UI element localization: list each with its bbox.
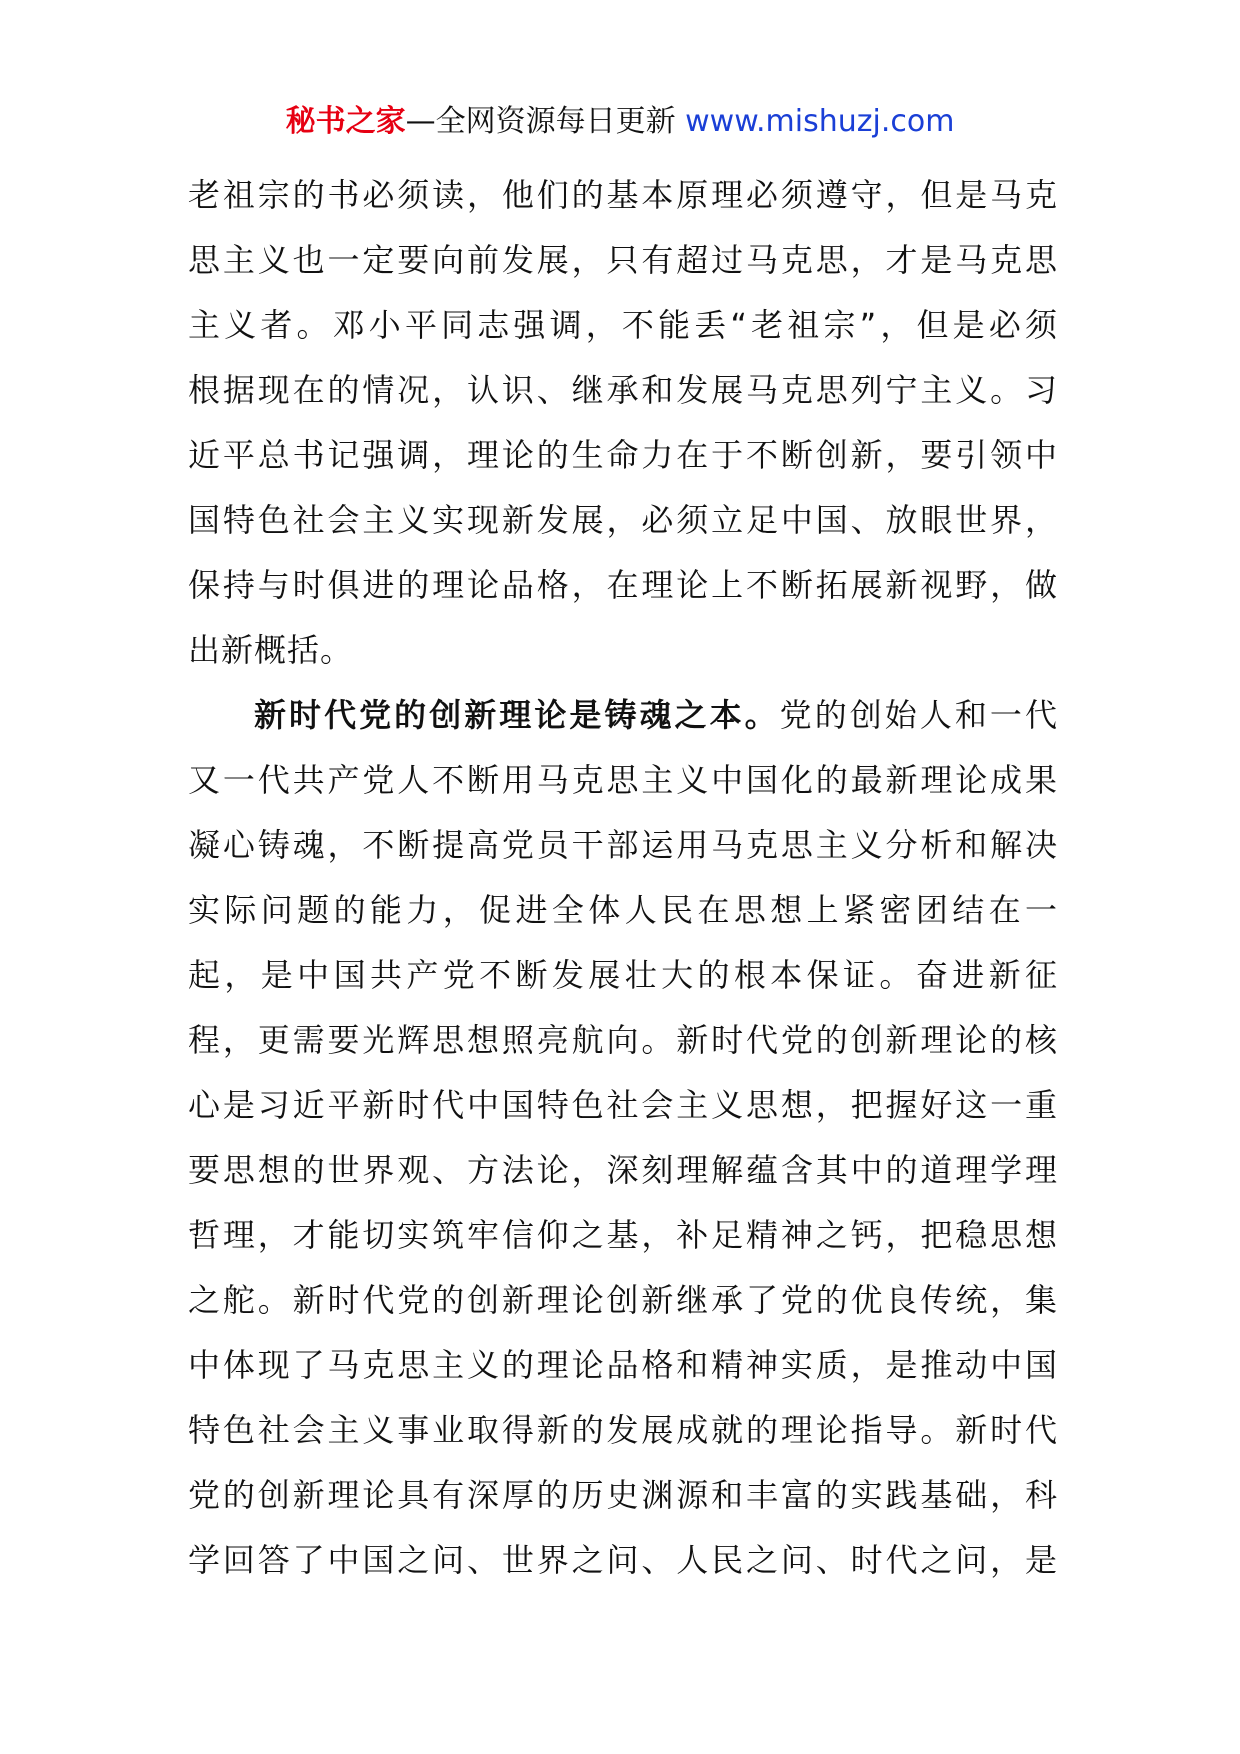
- paragraph-2: [188, 683, 1058, 1593]
- text-line: 近平总书记强调，理论的生命力在于不断创新，要引领中: [188, 436, 1058, 474]
- text-line: 起，是中国共产党不断发展壮大的根本保证。奋进新征: [188, 956, 1058, 994]
- text-line: 出新概括。: [188, 631, 354, 669]
- text-line: 程，更需要光辉思想照亮航向。新时代党的创新理论的核: [188, 1021, 1058, 1059]
- website-link[interactable]: www.mishuzj.com: [685, 104, 955, 139]
- text-line: 主义者。邓小平同志强调，不能丢“老祖宗”，但是必须: [188, 306, 1058, 344]
- text-line: 心是习近平新时代中国特色社会主义思想，把握好这一重: [188, 1086, 1058, 1124]
- text-line: 之舵。新时代党的创新理论创新继承了党的优良传统，集: [188, 1281, 1058, 1319]
- brand-name: 秘书之家: [285, 104, 406, 139]
- text-line: 保持与时俱进的理论品格，在理论上不断拓展新视野，做: [188, 566, 1058, 604]
- text-line: 凝心铸魂，不断提高党员干部运用马克思主义分析和解决: [188, 826, 1058, 864]
- text-line: 要思想的世界观、方法论，深刻理解蕴含其中的道理学理: [188, 1151, 1058, 1189]
- text-line: 哲理，才能切实筑牢信仰之基，补足精神之钙，把稳思想: [188, 1216, 1058, 1254]
- document-body: [188, 163, 1058, 1593]
- text-line: 根据现在的情况，认识、继承和发展马克思列宁主义。习: [188, 371, 1058, 409]
- header-tagline: —全网资源每日更新: [405, 104, 686, 139]
- page-header: [0, 100, 1240, 144]
- text-line: 国特色社会主义实现新发展，必须立足中国、放眼世界，: [188, 501, 1058, 539]
- section-heading: 新时代党的创新理论是铸魂之本。: [254, 696, 780, 734]
- text-line: 特色社会主义事业取得新的发展成就的理论指导。新时代: [188, 1411, 1058, 1449]
- text-line: 老祖宗的书必须读，他们的基本原理必须遵守，但是马克: [188, 176, 1058, 214]
- heading-continuation: 党的创始人和一代: [779, 696, 1058, 734]
- paragraph-1: [188, 163, 1058, 683]
- text-line: 学回答了中国之问、世界之问、人民之问、时代之问，是: [188, 1541, 1058, 1579]
- text-line: 又一代共产党人不断用马克思主义中国化的最新理论成果: [188, 761, 1058, 799]
- text-line: 党的创新理论具有深厚的历史渊源和丰富的实践基础，科: [188, 1476, 1058, 1514]
- text-line: 实际问题的能力，促进全体人民在思想上紧密团结在一: [188, 891, 1058, 929]
- text-line: 思主义也一定要向前发展，只有超过马克思，才是马克思: [188, 241, 1058, 279]
- text-line: [188, 683, 1058, 748]
- text-line: 中体现了马克思主义的理论品格和精神实质，是推动中国: [188, 1346, 1058, 1384]
